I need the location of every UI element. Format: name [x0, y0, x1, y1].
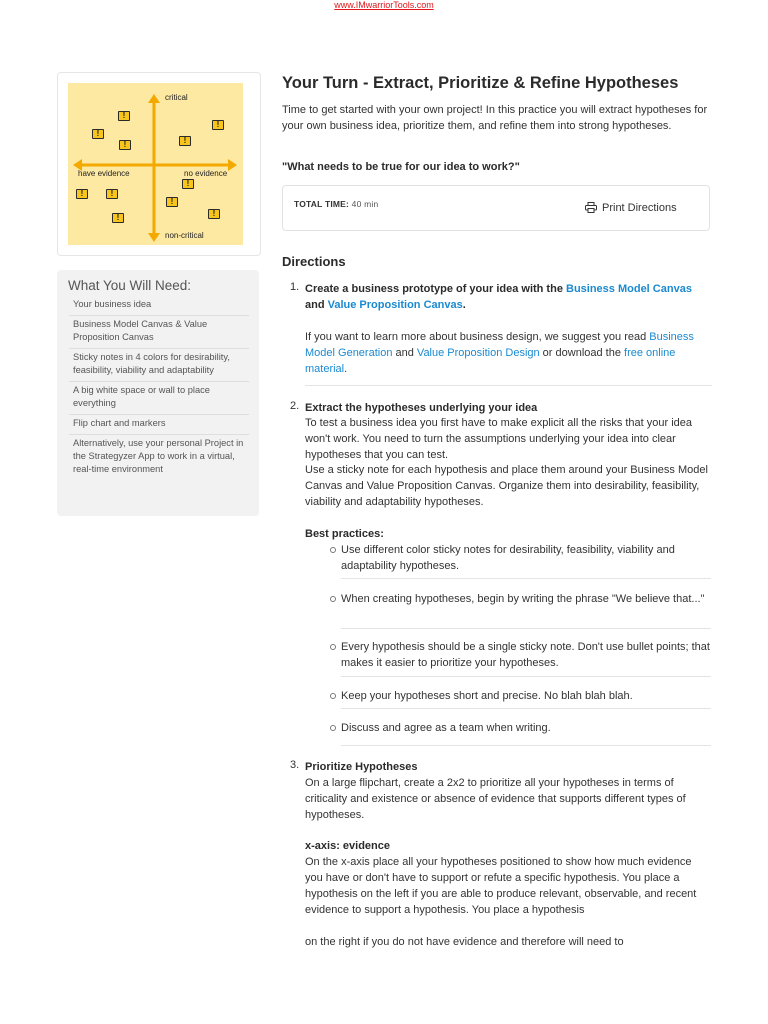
step-number: 1. [290, 281, 300, 293]
bullet-icon [330, 725, 336, 731]
value-proposition-canvas-link[interactable]: Value Proposition Canvas [327, 299, 463, 311]
step1-body-d: . [344, 363, 348, 375]
business-model-generation-link[interactable]: Business Model Generation [305, 331, 694, 359]
step3-paragraph: on the right if you do not have evidence and therefore will need to [305, 936, 624, 948]
step2-paragraph: To test a business idea you first have to make explicit all the risks that your idea won't work. You need to turn the assumptions underlying your idea into clear hypotheses that you can test. [305, 417, 693, 461]
step1-heading [305, 281, 710, 313]
have-evidence-label: have evidence [78, 169, 130, 178]
free-online-material-link[interactable]: free online material [305, 347, 676, 375]
arrow-up-icon [148, 94, 160, 103]
needs-list [69, 296, 249, 480]
divider [341, 578, 711, 579]
matrix-axes [68, 83, 243, 245]
sticky-note-icon: ! [182, 179, 194, 189]
best-practice-item: Use different color sticky notes for desirability, feasibility, viability and adaptability hypotheses. [341, 544, 675, 572]
bullet-icon [330, 596, 336, 602]
sticky-note-icon: ! [106, 189, 118, 199]
needs-item: Flip chart and markers [69, 415, 249, 435]
best-practice-item: Every hypothesis should be a single sticky note. Don't use bullet points; that makes it easier to prioritize your hypotheses. [341, 641, 710, 669]
sticky-note-icon: ! [208, 209, 220, 219]
best-practice-item: Keep your hypotheses short and precise. No blah blah blah. [341, 690, 633, 702]
step1-and: and [305, 299, 328, 311]
print-directions-button[interactable] [585, 202, 677, 214]
watermark-link[interactable]: www.IMwarriorTools.com [334, 0, 434, 10]
sticky-note-icon: ! [166, 197, 178, 207]
prioritization-matrix [68, 83, 243, 245]
total-time [294, 199, 378, 209]
sticky-note-icon: ! [212, 120, 224, 130]
directions-title: Directions [282, 254, 346, 269]
arrow-right-icon [228, 159, 237, 171]
divider [341, 745, 711, 746]
needs-item: Business Model Canvas & Value Proposition Canvas [69, 316, 249, 349]
step1-body [305, 329, 710, 377]
step3-paragraph: On the x-axis place all your hypotheses positioned to show how much evidence you have or don't have to support or refute a specific hypothesis. You place a hypothesis on the left if you are able to produce relevant, observable, and recent evidence to support a hypothesis. You place a hypothesis [305, 856, 697, 916]
sticky-note-icon: ! [76, 189, 88, 199]
page-title: Your Turn - Extract, Prioritize & Refine Hypotheses [282, 74, 679, 92]
step2-heading: Extract the hypotheses underlying your idea [305, 402, 538, 414]
divider [341, 628, 711, 629]
bullet-icon [330, 693, 336, 699]
sticky-note-icon: ! [92, 129, 104, 139]
step3-paragraph: On a large flipchart, create a 2x2 to prioritize all your hypotheses in terms of criticality and existence or absence of evidence that supports different types of hypotheses. [305, 777, 686, 821]
needs-item: Your business idea [69, 296, 249, 316]
no-evidence-label: no evidence [184, 169, 228, 178]
printer-icon [585, 202, 597, 213]
critical-label: critical [165, 93, 188, 102]
print-directions-label: Print Directions [602, 202, 677, 214]
key-question: "What needs to be true for our idea to work?" [282, 161, 520, 173]
step-number: 2. [290, 400, 300, 412]
step1-body-c: or download the [539, 347, 625, 359]
best-practice-item: When creating hypotheses, begin by writing the phrase "We believe that..." [341, 593, 705, 605]
total-time-value: 40 min [351, 199, 379, 209]
best-practice-item: Discuss and agree as a team when writing. [341, 722, 551, 734]
step-number: 3. [290, 759, 300, 771]
value-proposition-design-link[interactable]: Value Proposition Design [416, 347, 540, 359]
arrow-down-icon [148, 233, 160, 242]
needs-title: What You Will Need: [68, 278, 192, 293]
needs-panel [57, 270, 259, 516]
sticky-note-icon: ! [112, 213, 124, 223]
step1-body-a: If you want to learn more about business design, we suggest you read [305, 331, 650, 343]
business-model-canvas-link[interactable]: Business Model Canvas [566, 283, 692, 295]
step2-paragraph: Use a sticky note for each hypothesis and place them around your Business Model Canvas and Value Proposition Canvas. Organize them into desirability, feasibility, viability and adaptability hypotheses. [305, 464, 708, 508]
sticky-note-icon: ! [179, 136, 191, 146]
step1-end: . [462, 299, 466, 311]
needs-item: Alternatively, use your personal Project in the Strategyzer App to work in a virtual, real-time environment [73, 438, 244, 474]
intro-text: Time to get started with your own project! In this practice you will extract hypotheses for your own business idea, prioritize them, and refine them into strong hypotheses. [282, 104, 708, 132]
time-box [282, 185, 710, 231]
non-critical-label: non-critical [165, 231, 204, 240]
step3-heading: Prioritize Hypotheses [305, 761, 418, 773]
step1-body-b: and [392, 347, 417, 359]
bullet-icon [330, 644, 336, 650]
best-practices-title: Best practices: [305, 528, 384, 540]
needs-item: A big white space or wall to place everything [69, 382, 249, 415]
sticky-note-icon: ! [118, 111, 130, 121]
needs-item: Sticky notes in 4 colors for desirability, feasibility, viability and adaptability [69, 349, 249, 382]
total-time-label: TOTAL TIME: [294, 199, 350, 209]
step1-lead: Create a business prototype of your idea with the [305, 283, 566, 295]
divider [341, 676, 711, 677]
x-axis-subheading: x-axis: evidence [305, 840, 390, 852]
bullet-icon [330, 547, 336, 553]
divider [305, 385, 712, 386]
sticky-note-icon: ! [119, 140, 131, 150]
divider [341, 708, 711, 709]
